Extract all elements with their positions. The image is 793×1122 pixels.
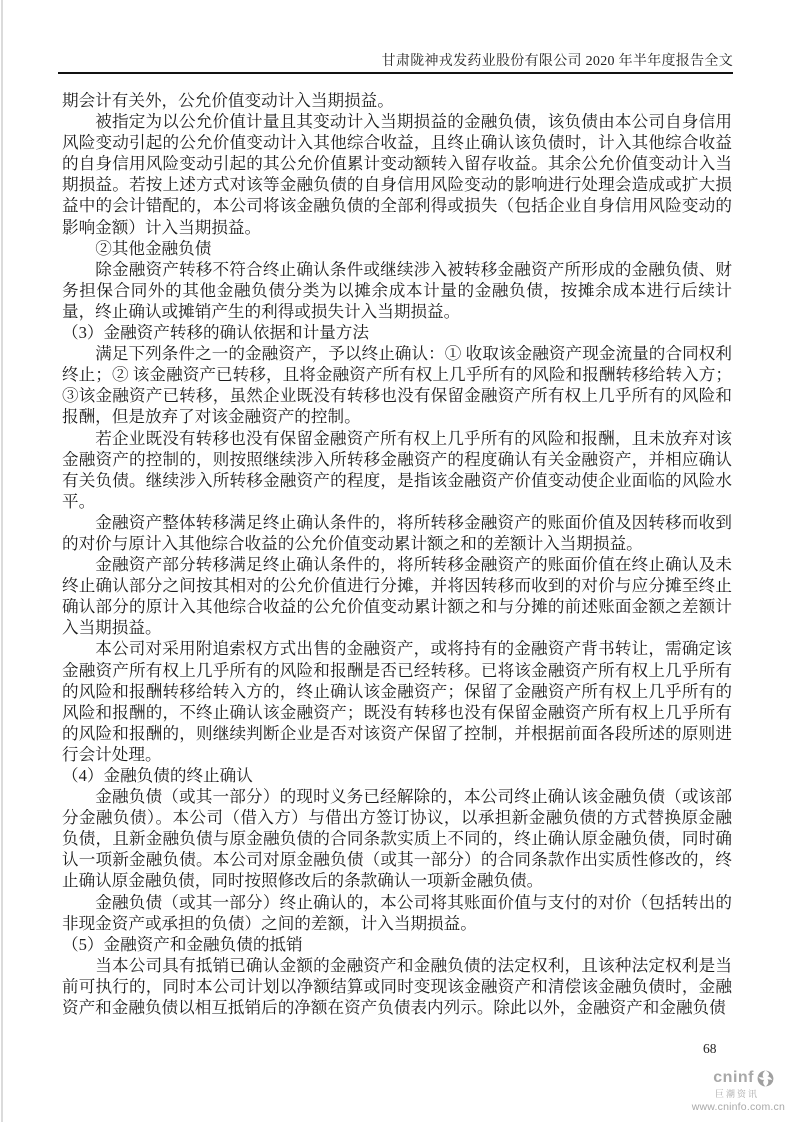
paragraph: （4）金融负债的终止确认 — [62, 766, 253, 785]
scan-edge-line — [1, 0, 3, 1122]
paragraph: （5）金融资产和金融负债的抵销 — [62, 934, 303, 954]
watermark-brand-row — [692, 1069, 775, 1088]
paragraph: （3）金融资产转移的确认依据和计量方法 — [62, 323, 369, 343]
paragraph: 当本公司具有抵销已确认金额的金融资产和金融负债的法定权利，且该种法定权利是当前可执行的，同时本公司计划以净额结算或同时变现该金融资产和清偿该金融负债时，金融资产和金融负债以相互抵销后的净额在资产负债表内列示。除此以外，金融资产和金融负债 — [62, 955, 732, 1018]
paragraph: 金融负债（或其一部分）的现时义务已经解除的，本公司终止确认该金融负债（或该部分金融负债）。本公司（借入方）与借出方签订协议，以承担新金融负债的方式替换原金融负债，且新金融负债与原金融负债的合同条款实质上不同的，终止确认原金融负债，同时确认一项新金融负债。本公司对原金融负债（或其一部分）的合同条款作出实质性修改的，终止确认原金融负债，同时按照修改后的条款确认一项新金融负债。 — [62, 787, 732, 891]
watermark — [692, 1069, 785, 1113]
watermark-brand: cninf — [713, 1069, 754, 1086]
header-rule — [58, 72, 733, 74]
paragraph: 被指定为以公允价值计量且其变动计入当期损益的金融负债，该负债由本公司自身信用风险变动引起的公允价值变动计入其他综合收益，且终止确认该负债时，计入其他综合收益的自身信用风险变动引起的其公允价值累计变动额转入留存收益。其余公允价值变动计入当期损益。若按上述方式对该等金融负债的自身信用风险变动的影响进行处理会造成或扩大损益中的会计错配的，本公司将该金融负债的全部利得或损失（包括企业自身信用风险变动的影响金额）计入当期损益。 — [62, 112, 732, 237]
report-header-title: 甘肃陇神戎发药业股份有限公司 2020 年半年度报告全文 — [381, 54, 733, 69]
paragraph: 金融负债（或其一部分）终止确认的，本公司将其账面价值与支付的对价（包括转出的非现金资产或承担的负债）之间的差额，计入当期损益。 — [62, 892, 732, 933]
page-number: 68 — [703, 1041, 717, 1056]
paragraph: 金融资产整体转移满足终止确认条件的，将所转移金融资产的账面价值及因转移而收到的对价与原计入其他综合收益的公允价值变动累计额之和的差额计入当期损益。 — [62, 512, 732, 553]
paragraph: 期会计有关外，公允价值变动计入当期损益。 — [62, 91, 394, 110]
document-body — [62, 90, 732, 1018]
watermark-logo-icon — [756, 1069, 775, 1088]
watermark-url: www.cninfo.com.cn — [691, 1100, 785, 1113]
paragraph: 若企业既没有转移也没有保留金融资产所有权上几乎所有的风险和报酬，且未放弃对该金融资产的控制的，则按照继续涉入所转移金融资产的程度确认有关金融资产，并相应确认有关负债。继续涉入所转移金融资产的程度，是指该金融资产价值变动使企业面临的风险水平。 — [62, 428, 732, 511]
watermark-caption: 巨潮资讯 — [714, 1088, 759, 1099]
paragraph: 金融资产部分转移满足终止确认条件的，将所转移金融资产的账面价值在终止确认及未终止确认部分之间按其相对的公允价值进行分摊，并将因转移而收到的对价与应分摊至终止确认部分的原计入其他综合收益的公允价值变动累计额之和与分摊的前述账面金额之差额计入当期损益。 — [62, 555, 732, 638]
paragraph: 除金融资产转移不符合终止确认条件或继续涉入被转移金融资产所形成的金融负债、财务担保合同外的其他金融负债分类为以摊余成本计量的金融负债，按摊余成本进行后续计量，终止确认或摊销产生的利得或损失计入当期损益。 — [62, 259, 732, 321]
paragraph: ②其他金融负债 — [95, 238, 212, 258]
paragraph: 本公司对采用附追索权方式出售的金融资产，或将持有的金融资产背书转让，需确定该金融资产所有权上几乎所有的风险和报酬是否已经转移。已将该金融资产所有权上几乎所有的风险和报酬转移给转入方的，终止确认该金融资产；保留了金融资产所有权上几乎所有的风险和报酬的，不终止确认该金融资产；既没有转移也没有保留金融资产所有权上几乎所有的风险和报酬的，则继续判断企业是否对该资产保留了控制，并根据前面各段所述的原则进行会计处理。 — [62, 639, 732, 764]
paragraph: 满足下列条件之一的金融资产，予以终止确认：① 收取该金融资产现金流量的合同权利终止；② 该金融资产已转移，且将金融资产所有权上几乎所有的风险和报酬转移给转入方；③该金融资产已转移，虽然企业既没有转移也没有保留金融资产所有权上几乎所有的风险和报酬，但是放弃了对该金融资产的控制。 — [62, 344, 732, 427]
